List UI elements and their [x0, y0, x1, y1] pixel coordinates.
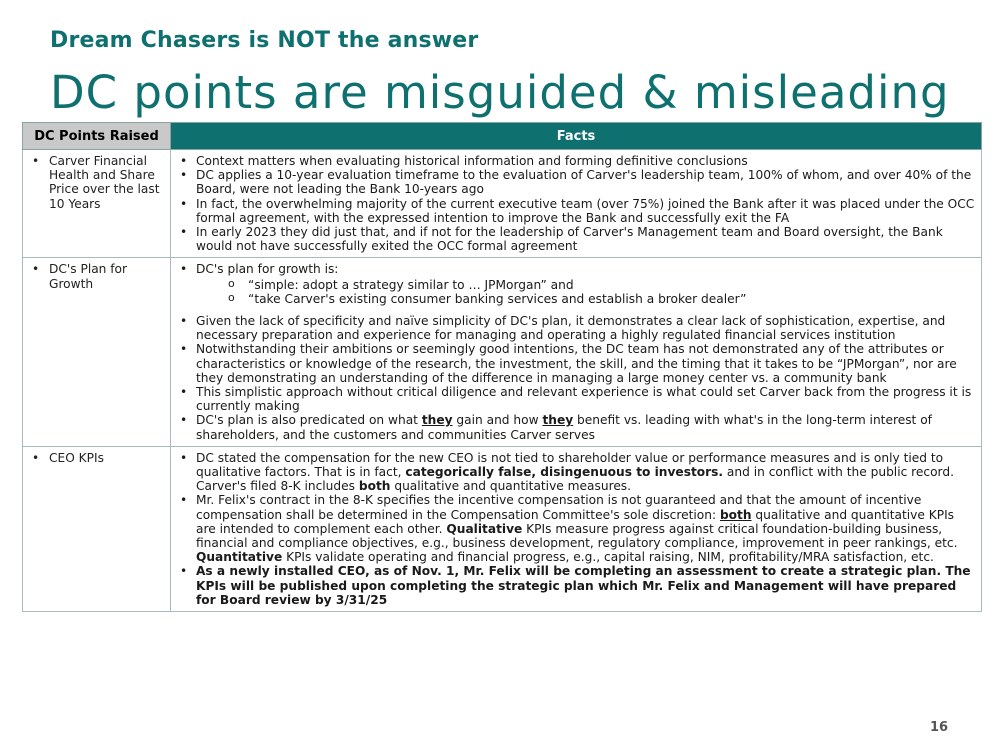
emphasis-text: Qualitative	[446, 521, 523, 536]
fact-text: DC stated the compensation for the new CEO is not tied to shareholder value or performance measures and is only tied to qualitative factors. That is in fact,	[196, 450, 944, 480]
emphasis-they: they	[421, 413, 453, 428]
sub-item: o “take Carver's existing consumer banking services and establish a broker dealer”	[228, 292, 977, 306]
slide-title: DC points are misguided & misleading	[50, 66, 950, 119]
table-row	[23, 446, 982, 611]
point-cell	[23, 258, 171, 446]
fact-item: • This simplistic approach without critical diligence and relevant experience is what could set Carver back from the progress it is currently making	[177, 385, 977, 413]
emphasis-they: they	[542, 413, 574, 428]
point-label: • Carver Financial Health and Share Price over the last 10 Years	[29, 154, 166, 211]
point-cell	[23, 150, 171, 258]
fact-intro: DC's plan for growth is:	[196, 262, 339, 277]
fact-text: Mr. Felix's contract in the 8-K specifies the incentive compensation is not guaranteed and that the amount of incentive compensation shall be determined in the Compensation Committee's sole discretion:	[196, 493, 922, 522]
fact-item: • DC applies a 10-year evaluation timeframe to the evaluation of Carver's leadership team, 100% of whom, and over 40% of the Board, were not leading the Bank 10-years ago	[177, 168, 977, 196]
table-row	[23, 150, 982, 258]
fact-item: • Notwithstanding their ambitions or seemingly good intentions, the DC team has not demonstrated any of the attributes or characteristics or knowledge of the research, the investment, the skill, and the timing that it takes to be “JPMorgan”, nor are they demonstrating an understanding of the difference in managing a large money center vs. a community bank	[177, 342, 977, 385]
fact-text: KPIs validate operating and financial progress, e.g., capital raising, NIM, profitability/MRA satisfaction, etc.	[282, 550, 934, 565]
fact-item	[177, 564, 977, 607]
fact-item	[177, 262, 977, 306]
slide-kicker: Dream Chasers is NOT the answer	[50, 28, 479, 53]
sub-item: o “simple: adopt a strategy similar to … JPMorgan” and	[228, 278, 977, 292]
point-label: • DC's Plan for Growth	[29, 262, 166, 290]
emphasis-both: both	[719, 507, 752, 522]
point-cell	[23, 446, 171, 611]
facts-table	[22, 122, 982, 612]
fact-item: • Context matters when evaluating historical information and forming definitive conclusions	[177, 154, 977, 168]
facts-cell	[171, 446, 982, 611]
fact-item	[177, 413, 977, 441]
facts-cell	[171, 150, 982, 258]
sub-list	[228, 278, 977, 306]
facts-cell	[171, 258, 982, 446]
fact-text: qualitative and quantitative KPIs are intended to complement each other.	[196, 507, 955, 536]
emphasis-text: categorically false, disingenuous to investors.	[405, 465, 724, 480]
fact-item: • In early 2023 they did just that, and if not for the leadership of Carver's Management team and Board oversight, the Bank would not have successfully exited the OCC formal agreement	[177, 225, 977, 253]
fact-text: gain and how	[452, 413, 543, 428]
fact-item: • Given the lack of specificity and naïve simplicity of DC's plan, it demonstrates a clear lack of sophistication, expertise, and necessary preparation and experience for managing and operating a highly regulated financial services institution	[177, 314, 977, 342]
fact-text: benefit vs. leading with what's in the long-term interest of shareholders, and the customers and communities Carver serves	[196, 413, 932, 442]
fact-text: DC's plan is also predicated on what	[196, 413, 422, 428]
fact-item: • In fact, the overwhelming majority of the current executive team (over 75%) joined the Bank after it was placed under the OCC formal agreement, with the expressed intention to improve the Bank and successfully exit the FA	[177, 197, 977, 225]
column-header-facts: Facts	[171, 123, 982, 150]
fact-text: and in conflict with the public record. Carver's filed 8-K includes	[196, 465, 954, 494]
emphasis-text: Quantitative	[196, 550, 283, 565]
emphasis-text: As a newly installed CEO, as of Nov. 1, Mr. Felix will be completing an assessment to create a strategic plan. The KPIs will be published upon completing the strategic plan which Mr. Felix and Management will have prepared for Board review by 3/31/25	[196, 564, 971, 607]
point-label: • CEO KPIs	[29, 451, 166, 465]
fact-item	[177, 451, 977, 494]
page-number: 16	[930, 720, 949, 735]
fact-text: KPIs measure progress against critical foundation-building business, financial and compliance objectives, e.g., business development, regulatory compliance, improvement in peer rankings, etc.	[196, 521, 958, 551]
table-header-row	[23, 123, 982, 150]
column-header-points: DC Points Raised	[23, 123, 171, 150]
table-row	[23, 258, 982, 446]
emphasis-text: both	[358, 479, 391, 494]
fact-item	[177, 493, 977, 564]
fact-text: qualitative and quantitative measures.	[390, 479, 632, 494]
